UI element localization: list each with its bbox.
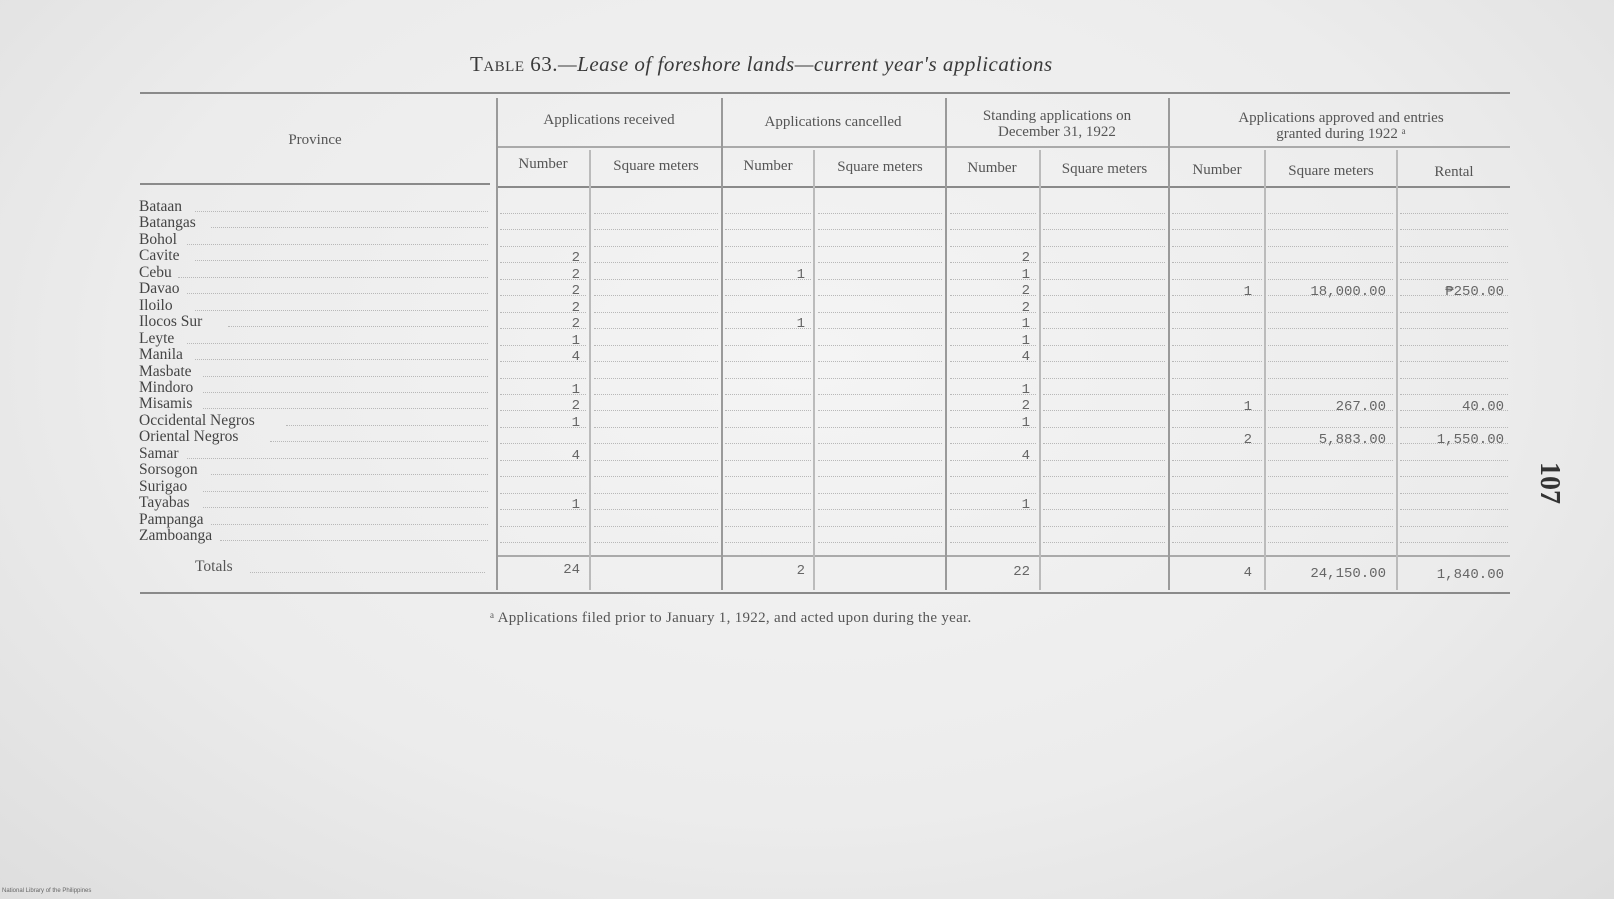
top-rule <box>140 92 1510 94</box>
cell-dot-leader <box>594 262 718 263</box>
cell-dot-leader <box>1400 526 1508 527</box>
cell-dot-leader <box>1268 361 1393 362</box>
cell-number: 1 <box>1021 497 1030 514</box>
cell-dot-leader <box>1172 493 1262 494</box>
dot-leader <box>203 507 488 508</box>
cell-dot-leader <box>725 229 811 230</box>
dot-leader <box>203 491 488 492</box>
cell-number: 4 <box>1021 349 1030 366</box>
province-name: Bataan <box>139 198 183 215</box>
cell-number: 2 <box>571 250 580 267</box>
cell-dot-leader <box>1043 542 1165 543</box>
cell-dot-leader <box>1043 246 1165 247</box>
page-number: 107 <box>1534 462 1565 504</box>
cell-dot-leader <box>1172 361 1262 362</box>
cell-dot-leader <box>725 312 811 313</box>
cell-dot-leader <box>818 378 942 379</box>
cell-dot-leader <box>1172 328 1262 329</box>
approved-number-header: Number <box>1192 162 1242 178</box>
province-name: Manila <box>139 346 183 364</box>
standing-header-line1: Standing applications on <box>982 108 1132 124</box>
total-cancelled: 2 <box>796 563 805 579</box>
cell-number: 1 <box>571 414 580 431</box>
cell-dot-leader <box>818 312 942 313</box>
cell-dot-leader <box>1400 493 1508 494</box>
dot-leader <box>203 408 488 409</box>
cell-dot-leader <box>1043 493 1165 494</box>
cell-dot-leader <box>594 378 718 379</box>
cell-dot-leader <box>594 312 718 313</box>
cell-dot-leader <box>1268 394 1393 395</box>
approved-number: 1 <box>1243 399 1252 416</box>
cancelled-number-header: Number <box>743 158 793 174</box>
cell-dot-leader <box>818 493 942 494</box>
cell-dot-leader <box>950 213 1036 214</box>
cell-dot-leader <box>950 526 1036 527</box>
cell-dot-leader <box>1268 262 1393 263</box>
cell-dot-leader <box>1400 394 1508 395</box>
cell-number: 4 <box>571 447 580 464</box>
cell-dot-leader <box>500 493 586 494</box>
cell-dot-leader <box>950 493 1036 494</box>
cell-dot-leader <box>594 361 718 362</box>
totals-rule <box>497 555 1510 557</box>
cell-dot-leader <box>725 427 811 428</box>
dot-leader <box>187 343 489 344</box>
dot-leader <box>211 474 488 475</box>
standing-header-line2: December 31, 1922 <box>998 124 1116 140</box>
approved-header-line2: granted during 1922 ᵃ <box>1276 126 1406 142</box>
approved-number: 1 <box>1243 284 1252 301</box>
header-bottom-rule-province <box>140 183 490 185</box>
dot-leader <box>195 260 488 261</box>
cell-dot-leader <box>500 526 586 527</box>
dot-leader <box>203 392 488 393</box>
cell-dot-leader <box>950 443 1036 444</box>
cell-dot-leader <box>594 394 718 395</box>
cell-dot-leader <box>725 509 811 510</box>
approved-rental: ₱250.00 <box>1445 284 1504 301</box>
cell-dot-leader <box>594 279 718 280</box>
province-name: Pampanga <box>139 510 204 528</box>
cell-dot-leader <box>594 427 718 428</box>
total-received: 24 <box>563 562 580 578</box>
cell-dot-leader <box>500 378 586 379</box>
cell-dot-leader <box>818 476 942 477</box>
dot-leader <box>195 211 488 212</box>
cell-dot-leader <box>818 394 942 395</box>
province-name: Davao <box>139 280 180 298</box>
cell-dot-leader <box>1043 312 1165 313</box>
province-name: Ilocos Sur <box>139 313 203 331</box>
province-name: Surigao <box>139 477 188 495</box>
cell-dot-leader <box>594 295 718 296</box>
totals-dot-leader <box>250 572 485 573</box>
col-divider <box>813 150 815 590</box>
cell-dot-leader <box>1400 476 1508 477</box>
cell-number: 1 <box>571 332 580 349</box>
cell-number: 4 <box>1021 447 1030 464</box>
cell-dot-leader <box>818 460 942 461</box>
cell-dot-leader <box>1172 279 1262 280</box>
cell-dot-leader <box>594 509 718 510</box>
cell-dot-leader <box>1400 213 1508 214</box>
dot-leader <box>178 277 488 278</box>
cell-dot-leader <box>1043 526 1165 527</box>
cell-dot-leader <box>594 213 718 214</box>
cell-dot-leader <box>1043 443 1165 444</box>
cell-dot-leader <box>1172 427 1262 428</box>
cell-dot-leader <box>1268 328 1393 329</box>
cell-dot-leader <box>1043 378 1165 379</box>
cell-dot-leader <box>1400 378 1508 379</box>
cell-dot-leader <box>950 378 1036 379</box>
header-subrule <box>497 146 1510 148</box>
province-name: Iloilo <box>139 296 173 314</box>
cell-dot-leader <box>725 213 811 214</box>
province-name: Cebu <box>139 263 172 281</box>
cell-number: 2 <box>571 316 580 333</box>
cell-number: 2 <box>571 283 580 300</box>
cell-number: 1 <box>571 497 580 514</box>
province-name: Leyte <box>139 329 175 347</box>
cell-number: 2 <box>1021 250 1030 267</box>
cell-dot-leader <box>1172 345 1262 346</box>
cell-dot-leader <box>1043 460 1165 461</box>
cell-dot-leader <box>725 345 811 346</box>
cell-dot-leader <box>1043 361 1165 362</box>
cell-dot-leader <box>1172 229 1262 230</box>
col-divider <box>1264 150 1266 590</box>
cell-dot-leader <box>725 246 811 247</box>
cell-dot-leader <box>594 476 718 477</box>
received-header: Applications received <box>543 112 675 128</box>
approved-sqm: 267.00 <box>1335 399 1386 416</box>
approved-sqm: 18,000.00 <box>1310 284 1386 301</box>
total-approved-number: 4 <box>1243 565 1252 581</box>
cancelled-sqm-header: Square meters <box>837 159 923 175</box>
cell-dot-leader <box>1268 509 1393 510</box>
cell-dot-leader <box>818 246 942 247</box>
cell-dot-leader <box>1268 526 1393 527</box>
cell-dot-leader <box>725 460 811 461</box>
cell-dot-leader <box>1043 410 1165 411</box>
cell-dot-leader <box>1268 312 1393 313</box>
cell-dot-leader <box>1268 542 1393 543</box>
cell-dot-leader <box>818 509 942 510</box>
cell-dot-leader <box>1043 279 1165 280</box>
dot-leader <box>195 310 488 311</box>
province-name: Mindoro <box>139 378 194 396</box>
cell-dot-leader <box>818 328 942 329</box>
dot-leader <box>211 227 488 228</box>
dot-leader <box>203 376 488 377</box>
cell-dot-leader <box>725 410 811 411</box>
cell-dot-leader <box>1400 345 1508 346</box>
cell-dot-leader <box>1172 460 1262 461</box>
cell-dot-leader <box>1268 279 1393 280</box>
standing-sqm-header: Square meters <box>1061 161 1148 177</box>
cell-dot-leader <box>818 229 942 230</box>
approved-rental: 1,550.00 <box>1436 432 1504 449</box>
table-title-lead: Table 63. <box>470 52 558 76</box>
cell-dot-leader <box>818 542 942 543</box>
approved-header-line1: Applications approved and entries <box>1238 110 1444 126</box>
totals-label: Totals <box>195 558 233 575</box>
cell-dot-leader <box>1268 246 1393 247</box>
province-name: Zamboanga <box>139 527 213 544</box>
province-name: Sorsogon <box>139 461 198 479</box>
cell-number: 1 <box>796 316 805 333</box>
cell-dot-leader <box>1043 328 1165 329</box>
cell-dot-leader <box>594 410 718 411</box>
cell-dot-leader <box>1268 229 1393 230</box>
header-bottom-rule <box>497 186 1510 188</box>
dot-leader <box>211 524 488 525</box>
received-sqm-header: Square meters <box>613 158 699 174</box>
cell-dot-leader <box>818 443 942 444</box>
cell-dot-leader <box>1043 262 1165 263</box>
cell-dot-leader <box>594 345 718 346</box>
cell-dot-leader <box>500 542 586 543</box>
cell-dot-leader <box>500 229 586 230</box>
cell-dot-leader <box>818 262 942 263</box>
cell-dot-leader <box>594 460 718 461</box>
col-divider <box>589 150 591 590</box>
cell-dot-leader <box>500 443 586 444</box>
cell-dot-leader <box>1400 509 1508 510</box>
province-name: Misamis <box>139 395 193 413</box>
cell-dot-leader <box>725 394 811 395</box>
cell-number: 2 <box>571 299 580 316</box>
cell-dot-leader <box>1043 476 1165 477</box>
cell-dot-leader <box>818 361 942 362</box>
cell-dot-leader <box>950 229 1036 230</box>
cell-dot-leader <box>1400 361 1508 362</box>
cell-number: 2 <box>571 266 580 283</box>
cell-dot-leader <box>818 526 942 527</box>
cell-dot-leader <box>1043 427 1165 428</box>
dot-leader <box>220 540 488 541</box>
province-name: Bohol <box>139 230 177 248</box>
approved-header <box>1172 110 1510 142</box>
cell-dot-leader <box>1268 427 1393 428</box>
cell-number: 1 <box>796 266 805 283</box>
cell-dot-leader <box>950 542 1036 543</box>
cell-dot-leader <box>1400 279 1508 280</box>
col-divider <box>1039 150 1041 590</box>
cell-dot-leader <box>1172 394 1262 395</box>
dot-leader <box>187 293 489 294</box>
cell-dot-leader <box>594 526 718 527</box>
cell-dot-leader <box>1172 378 1262 379</box>
province-name: Oriental Negros <box>139 428 239 446</box>
cell-dot-leader <box>725 542 811 543</box>
cell-dot-leader <box>1268 476 1393 477</box>
cell-dot-leader <box>594 328 718 329</box>
cell-dot-leader <box>1172 213 1262 214</box>
cell-number: 1 <box>1021 332 1030 349</box>
bottom-rule <box>140 592 1510 594</box>
cell-dot-leader <box>594 246 718 247</box>
cell-dot-leader <box>725 493 811 494</box>
col-divider <box>1396 150 1398 590</box>
cell-dot-leader <box>1400 328 1508 329</box>
total-rental: 1,840.00 <box>1436 567 1504 583</box>
cell-dot-leader <box>1172 246 1262 247</box>
cell-dot-leader <box>1400 542 1508 543</box>
cell-dot-leader <box>1043 509 1165 510</box>
cell-number: 2 <box>1021 299 1030 316</box>
standing-header <box>948 108 1166 140</box>
cell-dot-leader <box>594 229 718 230</box>
dot-leader <box>228 326 488 327</box>
standing-number-header: Number <box>967 160 1017 176</box>
dot-leader <box>270 441 489 442</box>
table-title-text: —Lease of foreshore lands—current year's applications <box>558 52 1053 76</box>
cell-dot-leader <box>950 246 1036 247</box>
total-standing: 22 <box>1013 564 1030 580</box>
rental-header: Rental <box>1434 164 1474 180</box>
cell-dot-leader <box>1268 460 1393 461</box>
received-number-header: Number <box>518 156 568 172</box>
cell-dot-leader <box>1172 262 1262 263</box>
cell-dot-leader <box>1043 229 1165 230</box>
cell-dot-leader <box>1043 394 1165 395</box>
dot-leader <box>195 359 488 360</box>
province-name: Masbate <box>139 362 192 380</box>
cell-number: 2 <box>1021 283 1030 300</box>
cell-dot-leader <box>818 279 942 280</box>
cell-dot-leader <box>818 213 942 214</box>
cell-dot-leader <box>725 295 811 296</box>
dot-leader <box>187 244 489 245</box>
province-name: Tayabas <box>139 494 190 512</box>
cell-dot-leader <box>818 295 942 296</box>
cell-dot-leader <box>1172 542 1262 543</box>
approved-rental: 40.00 <box>1461 399 1504 416</box>
cell-dot-leader <box>1172 509 1262 510</box>
cell-dot-leader <box>725 361 811 362</box>
cell-dot-leader <box>500 476 586 477</box>
cell-dot-leader <box>725 443 811 444</box>
cell-dot-leader <box>725 476 811 477</box>
approved-number: 2 <box>1243 432 1252 449</box>
cell-dot-leader <box>1268 493 1393 494</box>
cell-dot-leader <box>1400 246 1508 247</box>
footnote: ᵃ Applications filed prior to January 1, 1922, and acted upon during the year. <box>490 610 972 626</box>
cell-dot-leader <box>818 345 942 346</box>
cell-dot-leader <box>594 542 718 543</box>
cell-dot-leader <box>1400 460 1508 461</box>
approved-sqm-header: Square meters <box>1288 163 1374 179</box>
cell-dot-leader <box>1043 213 1165 214</box>
cell-number: 1 <box>1021 316 1030 333</box>
cell-dot-leader <box>1268 345 1393 346</box>
table-title <box>470 52 1190 77</box>
province-name: Cavite <box>139 247 180 265</box>
cell-dot-leader <box>594 443 718 444</box>
cell-number: 2 <box>571 398 580 415</box>
cell-dot-leader <box>725 378 811 379</box>
cell-dot-leader <box>594 493 718 494</box>
cell-dot-leader <box>725 526 811 527</box>
cell-dot-leader <box>950 476 1036 477</box>
cell-dot-leader <box>1400 427 1508 428</box>
cell-number: 1 <box>1021 266 1030 283</box>
province-name: Occidental Negros <box>139 411 255 429</box>
total-approved-sqm: 24,150.00 <box>1310 566 1386 582</box>
cell-dot-leader <box>500 246 586 247</box>
cell-number: 2 <box>1021 398 1030 415</box>
cell-dot-leader <box>1268 213 1393 214</box>
cell-number: 4 <box>571 349 580 366</box>
approved-sqm: 5,883.00 <box>1318 432 1386 449</box>
cell-dot-leader <box>725 262 811 263</box>
cell-dot-leader <box>500 213 586 214</box>
archive-label: National Library of the Philippines <box>2 888 92 894</box>
cell-dot-leader <box>1043 345 1165 346</box>
cell-number: 1 <box>1021 381 1030 398</box>
dot-leader <box>286 425 488 426</box>
cell-number: 1 <box>1021 414 1030 431</box>
cancelled-header: Applications cancelled <box>764 114 902 130</box>
province-header: Province <box>288 132 342 148</box>
cell-dot-leader <box>1172 312 1262 313</box>
cell-dot-leader <box>1268 378 1393 379</box>
dot-leader <box>187 458 489 459</box>
cell-dot-leader <box>818 427 942 428</box>
cell-dot-leader <box>1400 312 1508 313</box>
cell-dot-leader <box>1400 229 1508 230</box>
cell-dot-leader <box>1172 476 1262 477</box>
province-name: Batangas <box>139 214 196 232</box>
cell-number: 1 <box>571 381 580 398</box>
cell-dot-leader <box>1043 295 1165 296</box>
province-name: Samar <box>139 444 179 462</box>
cell-dot-leader <box>1172 526 1262 527</box>
cell-dot-leader <box>818 410 942 411</box>
cell-dot-leader <box>1400 262 1508 263</box>
